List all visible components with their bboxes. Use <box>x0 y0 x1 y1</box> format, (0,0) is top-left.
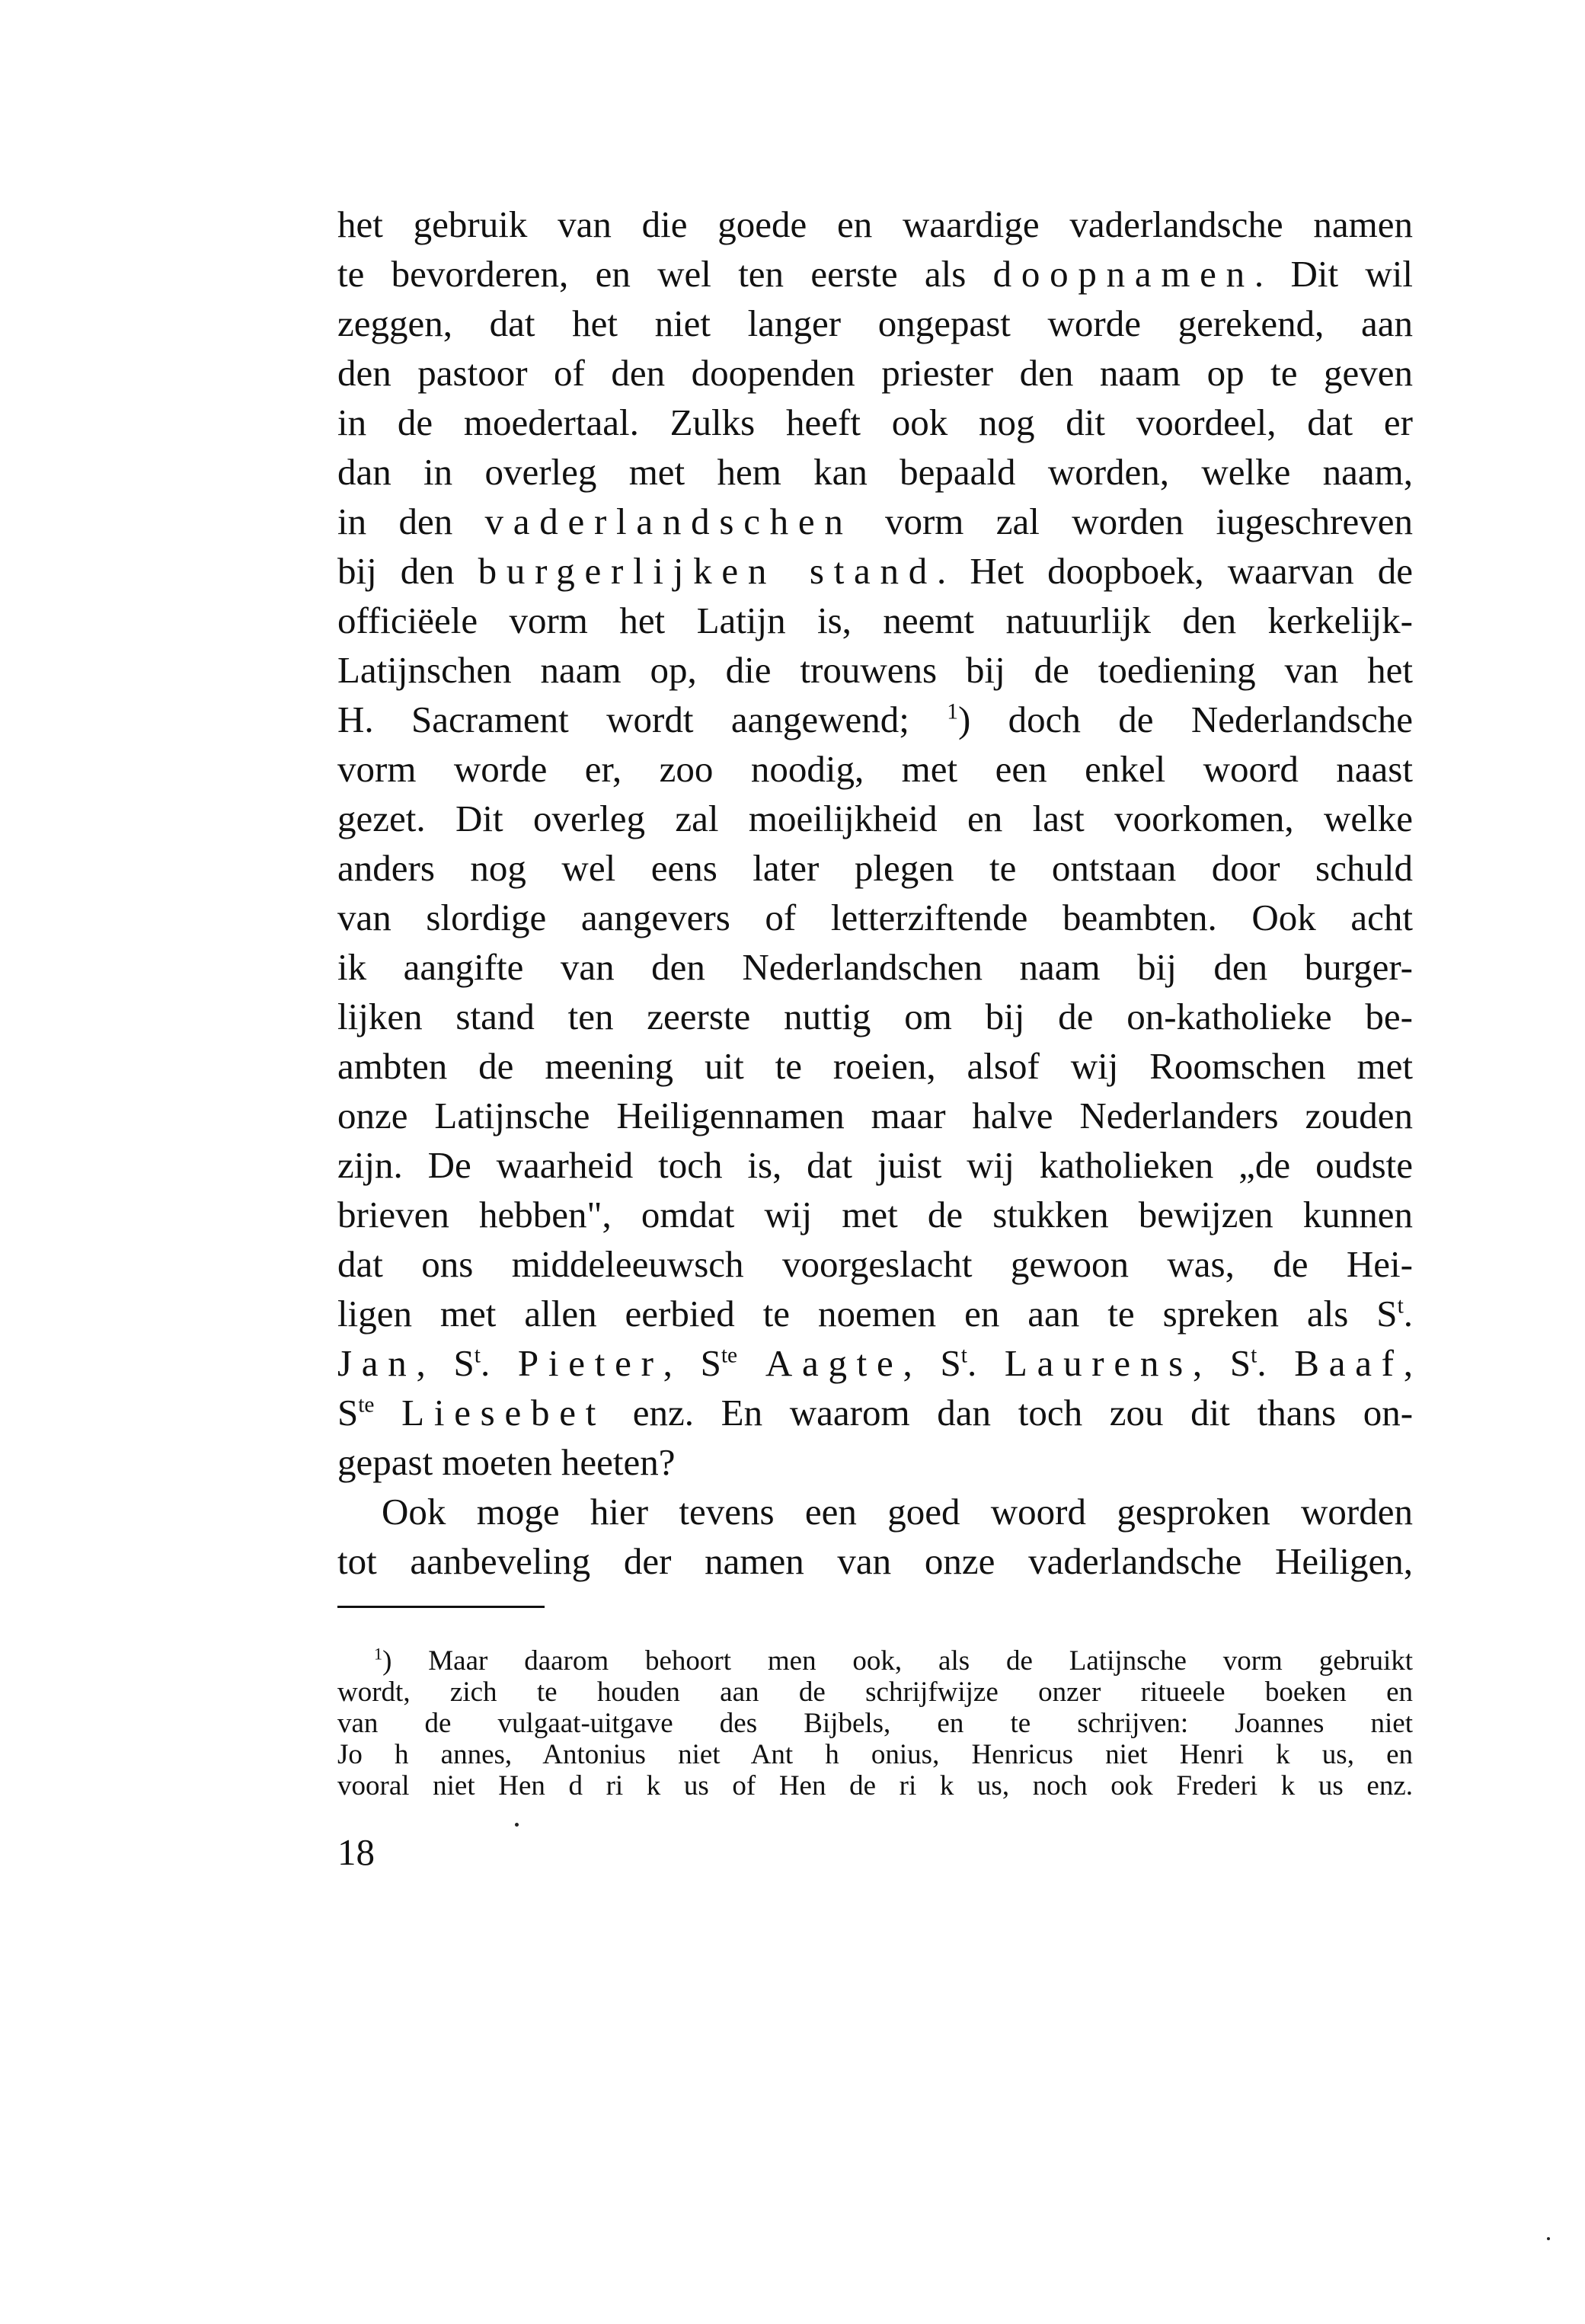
text-run: . Dit wil <box>1254 253 1414 295</box>
text-run: gepast moeten heeten? <box>337 1441 676 1483</box>
text-run: zijn. De waarheid toch is, dat juist wij katholieken „de oudste <box>337 1144 1413 1186</box>
text-run: vorm worde er, zoo noodig, met een enkel woord naast <box>337 748 1413 790</box>
text-run: , S <box>903 1342 961 1384</box>
body-line <box>337 447 1413 497</box>
text-run <box>737 1342 765 1384</box>
text-run: ) doch de Nederlandsche <box>957 698 1413 740</box>
text-run: officiëele vorm het Latijn is, neemt natuurlijk den kerkelijk- <box>337 599 1413 641</box>
text-run: tot aanbeveling der namen van onze vaderlandsche Heiligen, <box>337 1540 1413 1582</box>
footnotes <box>337 1645 1413 1801</box>
superscript: te <box>721 1343 738 1368</box>
text-run: zeggen, dat het niet langer ongepast worde gerekend, aan <box>337 302 1413 344</box>
body-line <box>337 843 1413 893</box>
spaced-emphasis: burgerlijken stand <box>478 550 938 592</box>
body-line <box>337 348 1413 398</box>
body-line <box>337 1388 1413 1437</box>
text-run <box>374 1392 401 1434</box>
text-run: bij den <box>337 550 478 592</box>
body-line <box>337 942 1413 992</box>
spaced-emphasis: Pieter <box>517 1342 663 1384</box>
text-run: anders nog wel eens later plegen te ontstaan door schuld <box>337 847 1413 889</box>
text-run: onze Latijnsche Heiligennamen maar halve Nederlanders zouden <box>337 1095 1413 1136</box>
text-run: van slordige aangevers of letterziftende beambten. Ook acht <box>337 897 1413 938</box>
text-run: brieven hebben", omdat wij met de stukken bewijzen kunnen <box>337 1194 1413 1236</box>
text-run: . <box>967 1342 1005 1384</box>
body-line <box>337 249 1413 299</box>
text-run: , S <box>663 1342 721 1384</box>
text-run: lijken stand ten zeerste nuttig om bij de on-katholieke be- <box>337 996 1413 1037</box>
footnote-line <box>337 1645 1413 1677</box>
text-run: H. Sacrament wordt aangewend; <box>337 698 947 740</box>
text-run: te bevorderen, en wel ten eerste als <box>337 253 993 295</box>
spaced-emphasis: Liesebet <box>401 1392 606 1434</box>
text-run: , S <box>416 1342 475 1384</box>
body-line <box>337 1536 1413 1586</box>
spaced-emphasis: Baaf <box>1294 1342 1404 1384</box>
text-run: ) Maar daarom behoort men ook, als de Latijnsche vorm gebruikt <box>382 1645 1413 1677</box>
superscript: t <box>1251 1343 1257 1368</box>
body-line <box>337 1091 1413 1140</box>
text-run: vooral niet Hen d ri k us of Hen de ri k us, noch ook Frederi k us enz. <box>337 1770 1413 1801</box>
text-run: van de vulgaat-uitgave des Bijbels, en te schrijven: Joannes niet <box>337 1708 1413 1739</box>
footnote-line <box>337 1708 1413 1739</box>
body-line <box>337 1239 1413 1289</box>
body-line <box>337 200 1413 249</box>
body-line <box>337 299 1413 348</box>
body-line <box>337 992 1413 1041</box>
spaced-emphasis: doopnamen <box>992 253 1254 295</box>
superscript: te <box>358 1392 375 1418</box>
superscript: 1 <box>374 1644 383 1664</box>
body-line <box>337 1338 1413 1388</box>
superscript: t <box>1397 1293 1404 1319</box>
text-run: , <box>1403 1342 1413 1384</box>
body-line <box>337 1487 1413 1536</box>
text-run: S <box>337 1392 359 1434</box>
body-line <box>337 1140 1413 1190</box>
spaced-emphasis: Jan <box>337 1342 417 1384</box>
body-line <box>337 893 1413 942</box>
text-run: Jo h annes, Antonius niet Ant h onius, Henricus niet Henri k us, en <box>337 1739 1413 1770</box>
text-run: wordt, zich te houden aan de schrijfwijze onzer ritueele boeken en <box>337 1677 1413 1708</box>
body-line <box>337 645 1413 695</box>
body-line <box>337 1437 1413 1487</box>
text-run: . <box>480 1342 518 1384</box>
text-run: in de moedertaal. Zulks heeft ook nog dit voordeel, dat er <box>337 401 1413 443</box>
text-run: . Het doopboek, waarvan de <box>937 550 1413 592</box>
text-run: Latijnschen naam op, die trouwens bij de toediening van het <box>337 649 1413 691</box>
spaced-emphasis: Laurens <box>1004 1342 1193 1384</box>
body-line <box>337 596 1413 645</box>
text-run: gezet. Dit overleg zal moeilijkheid en last voorkomen, welke <box>337 798 1413 839</box>
text-run: , S <box>1192 1342 1251 1384</box>
body-line <box>337 546 1413 596</box>
footnote-line <box>337 1739 1413 1770</box>
text-run: het gebruik van die goede en waardige vaderlandsche namen <box>337 203 1413 245</box>
body-line <box>337 1041 1413 1091</box>
text-run: dan in overleg met hem kan bepaald worden, welke naam, <box>337 451 1413 493</box>
superscript: t <box>474 1343 481 1368</box>
print-speck <box>1547 2237 1550 2240</box>
text-run: vorm zal worden iugeschreven <box>852 500 1413 542</box>
spaced-emphasis: Aagte <box>765 1342 903 1384</box>
body-line <box>337 398 1413 447</box>
body-line <box>337 744 1413 794</box>
superscript: t <box>960 1343 967 1368</box>
text-run: ik aangifte van den Nederlandschen naam bij den burger- <box>337 946 1413 988</box>
footnote-line <box>337 1770 1413 1801</box>
text-run: . <box>1403 1293 1413 1335</box>
text-run: in den <box>337 500 485 542</box>
text-run: dat ons middeleeuwsch voorgeslacht gewoon was, de Hei- <box>337 1243 1413 1285</box>
superscript: 1 <box>947 699 958 724</box>
body-line <box>337 695 1413 744</box>
text-run: ligen met allen eerbied te noemen en aan te spreken als S <box>337 1293 1398 1335</box>
spaced-emphasis: vaderlandschen <box>484 500 853 542</box>
body-line <box>337 794 1413 843</box>
text-run: . <box>1257 1342 1295 1384</box>
footnote-separator <box>337 1606 545 1608</box>
text-run: ambten de meening uit te roeien, alsof wij Roomschen met <box>337 1045 1413 1087</box>
print-speck <box>515 1823 519 1827</box>
text-run: den pastoor of den doopenden priester den naam op te geven <box>337 352 1413 394</box>
text-run: enz. En waarom dan toch zou dit thans on- <box>606 1392 1414 1434</box>
text-run: Ook moge hier tevens een goed woord gesproken worden <box>382 1491 1413 1533</box>
body-line <box>337 497 1413 546</box>
body-line <box>337 1190 1413 1239</box>
page-number: 18 <box>337 1831 375 1873</box>
body-line <box>337 1289 1413 1338</box>
body-text <box>337 200 1413 1586</box>
footnote-line <box>337 1677 1413 1708</box>
